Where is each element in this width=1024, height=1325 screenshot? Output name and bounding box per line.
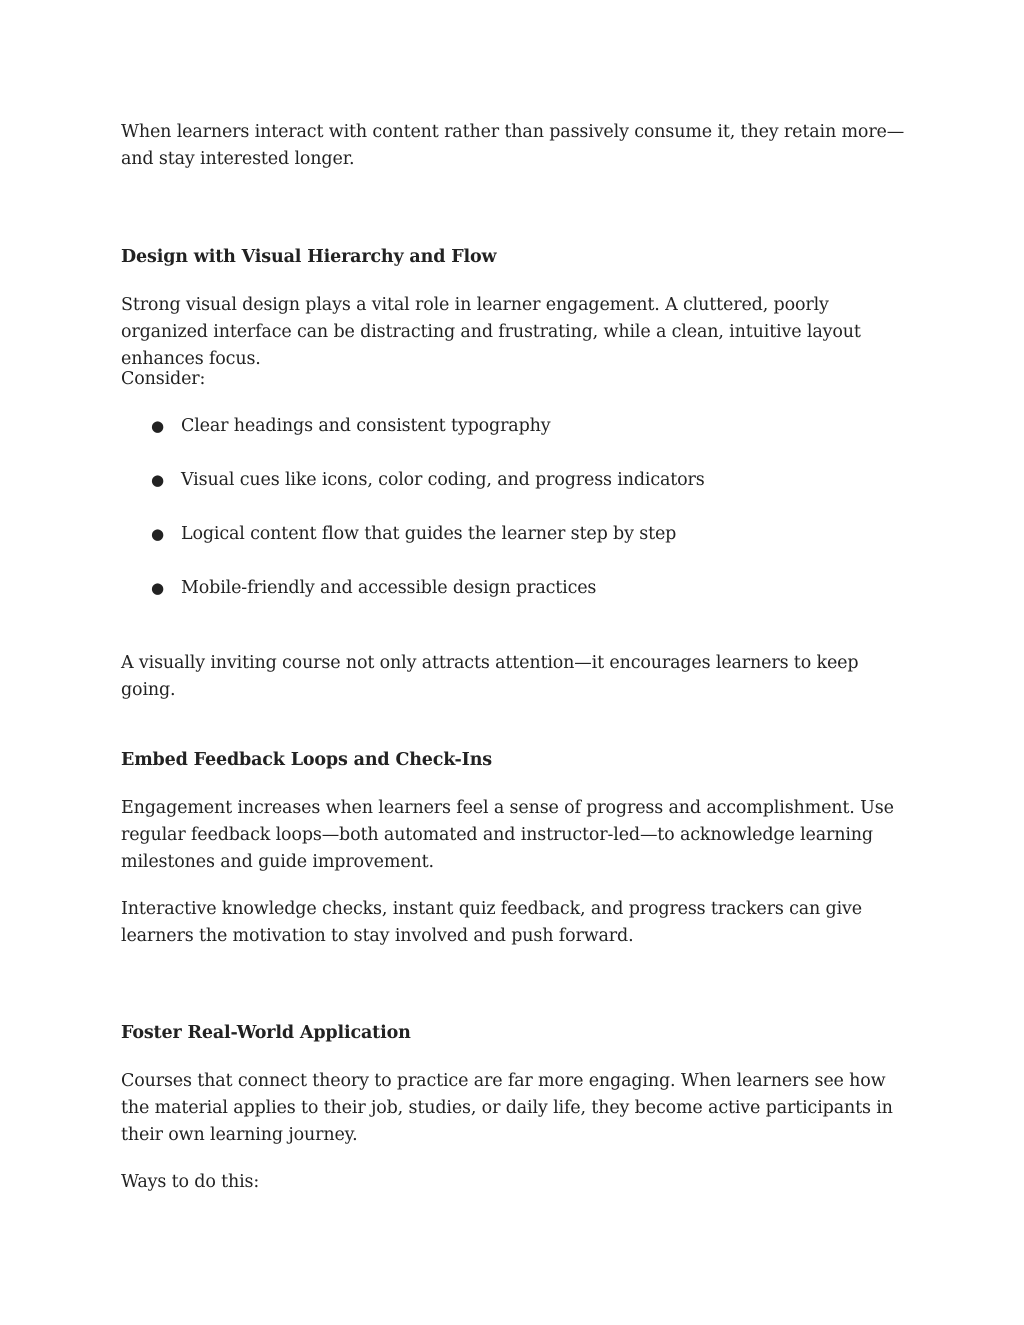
bullet-icon: ● (151, 471, 165, 489)
bullet-icon: ● (151, 525, 165, 543)
consider-label: Consider: (121, 369, 206, 389)
list-item-text: Visual cues like icons, color coding, and progress indicators (181, 470, 705, 490)
visual-closing-paragraph: A visually inviting course not only attracts attention—it encourages learners to keep going. (121, 653, 859, 700)
real-world-paragraph: Courses that connect theory to practice are far more engaging. When learners see how the material applies to their job, studies, or daily life, they become active participants in their own learning journey. (121, 1071, 893, 1145)
bullet-icon: ● (151, 417, 165, 435)
feedback-paragraph-2: Interactive knowledge checks, instant quiz feedback, and progress trackers can give learners the motivation to stay involved and push forward. (121, 899, 862, 946)
list-item-text: Logical content flow that guides the learner step by step (181, 524, 677, 544)
list-item-text: Mobile-friendly and accessible design practices (181, 578, 597, 598)
ways-label: Ways to do this: (121, 1172, 260, 1192)
section-heading-visual-hierarchy: Design with Visual Hierarchy and Flow (121, 247, 497, 267)
feedback-paragraph-1: Engagement increases when learners feel a sense of progress and accomplishment. Use regular feedback loops—both automated and instructor-led—to acknowledge learning milestones and guide improvement. (121, 798, 894, 872)
bullet-icon: ● (151, 579, 165, 597)
intro-paragraph: When learners interact with content rather than passively consume it, they retain more—and stay interested longer. (121, 122, 905, 169)
section-heading-real-world: Foster Real-World Application (121, 1023, 411, 1043)
visual-design-paragraph: Strong visual design plays a vital role in learner engagement. A cluttered, poorly organized interface can be distracting and frustrating, while a clean, intuitive layout enhances focus. (121, 295, 861, 369)
section-heading-feedback-loops: Embed Feedback Loops and Check-Ins (121, 750, 492, 770)
list-item-text: Clear headings and consistent typography (181, 416, 551, 436)
